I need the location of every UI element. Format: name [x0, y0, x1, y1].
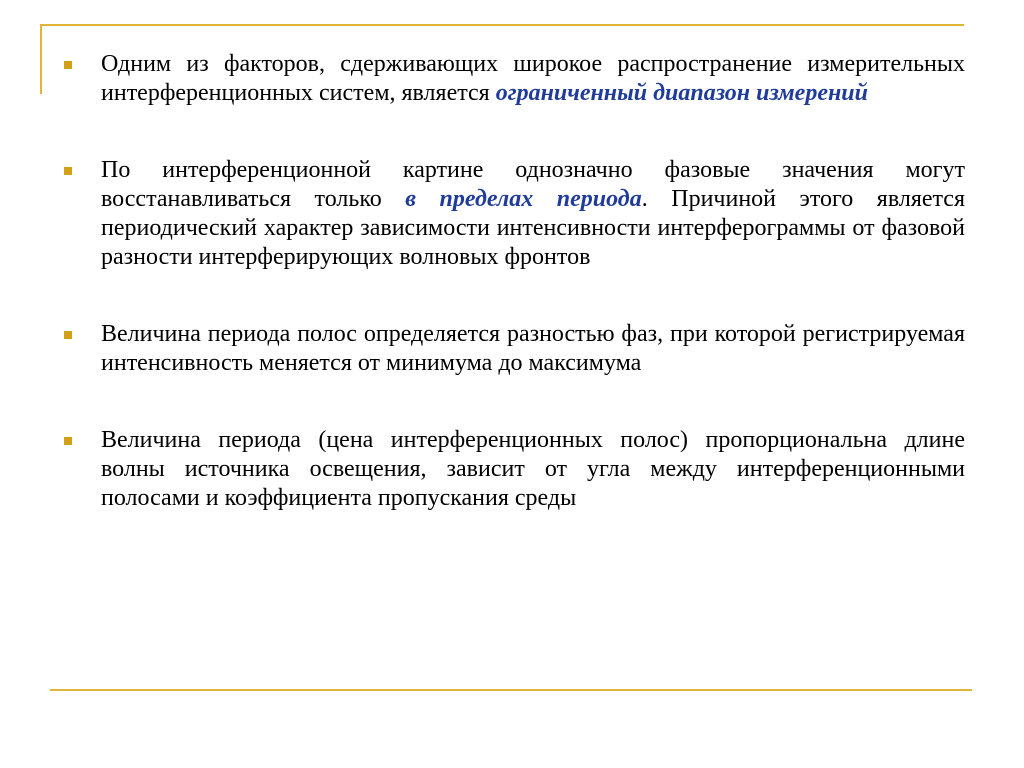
top-accent-rule: [40, 24, 964, 26]
square-bullet-icon: [64, 437, 72, 445]
square-bullet-icon: [64, 167, 72, 175]
bullet-text: [101, 426, 965, 513]
square-bullet-icon: [64, 331, 72, 339]
bullet-text: [101, 50, 965, 108]
bullet-text-segment: . Причиной этого является периодический характер зависимости интенсивности интерферограммы от фазовой разности интерферирующих волновых фронтов: [101, 186, 965, 270]
bullet-text-segment: Величина периода полос определяется разностью фаз, при которой регистрируемая интенсивность меняется от минимума до максимума: [101, 321, 965, 376]
bullet-item-fringe-period: [64, 320, 965, 378]
bullet-item-limited-range: [64, 50, 965, 108]
left-accent-rule: [40, 24, 42, 94]
highlighted-phrase: ограниченный диапазон измерений: [495, 80, 868, 106]
bullet-text-segment: Одним из факторов, сдерживающих широкое распространение измерительных интерференционных систем, является: [101, 51, 965, 106]
bullet-item-fringe-price: [64, 426, 965, 513]
bullet-text-segment: Величина периода (цена интерференционных полос) пропорциональна длине волны источника освещения, зависит от угла между интерференционными полосами и коэффициента пропускания среды: [101, 427, 965, 511]
bullet-item-period-restore: [64, 156, 965, 272]
bullet-text: [101, 320, 965, 378]
bullet-text: [101, 156, 965, 272]
highlighted-phrase: в пределах периода: [405, 186, 642, 212]
bottom-accent-rule: [50, 689, 972, 691]
square-bullet-icon: [64, 61, 72, 69]
bullet-list: [64, 50, 965, 513]
bullet-text-segment: По интерференционной картине однозначно фазовые значения могут восстанавливаться только: [101, 157, 965, 212]
